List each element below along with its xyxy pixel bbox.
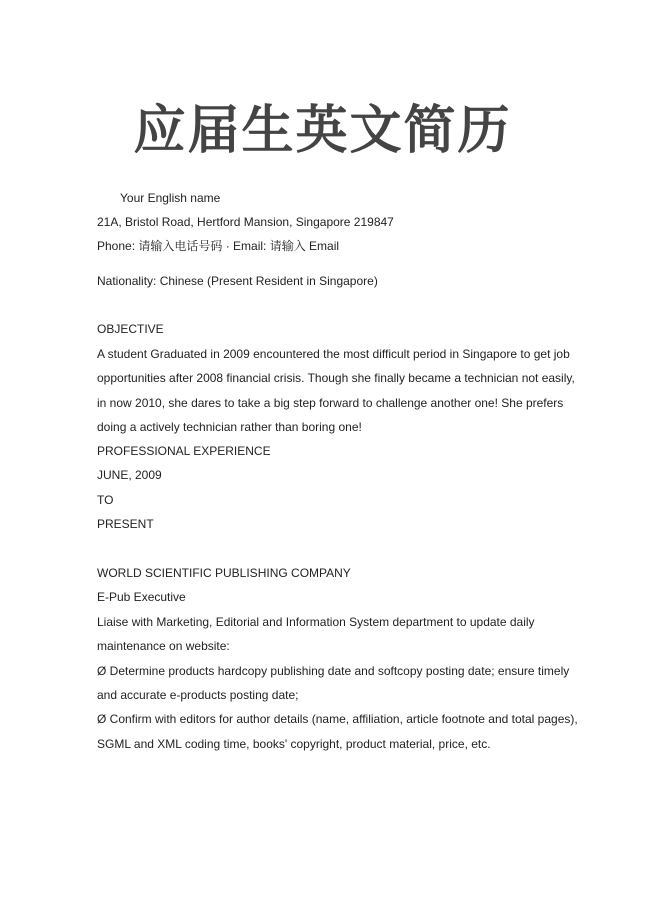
objective-line: A student Graduated in 2009 encountered the most difficult period in Singapore to get job (97, 347, 570, 361)
objective-heading: OBJECTIVE (97, 322, 164, 336)
page-title: 应届生英文简历 (133, 101, 512, 161)
experience-line: Liaise with Marketing, Editorial and Information System department to update daily (97, 615, 535, 629)
experience-line: Ø Confirm with editors for author details (name, affiliation, article footnote and total pages), (97, 712, 578, 726)
contact-line: Phone: 请输入电话号码 · Email: 请输入 Email (97, 239, 340, 253)
job-role: E-Pub Executive (97, 590, 186, 604)
nationality: Nationality: Chinese (Present Resident in Singapore) (97, 274, 378, 288)
english-name: Your English name (120, 191, 221, 205)
date-to: TO (97, 493, 114, 507)
date-start: JUNE, 2009 (97, 468, 162, 482)
experience-line: maintenance on website: (97, 639, 230, 653)
experience-line: Ø Determine products hardcopy publishing date and softcopy posting date; ensure timely (97, 664, 570, 678)
experience-line: SGML and XML coding time, books' copyright, product material, price, etc. (97, 737, 491, 751)
experience-line: and accurate e-products posting date; (97, 688, 299, 702)
objective-line: doing a actively technician rather than boring one! (97, 420, 362, 434)
experience-heading: PROFESSIONAL EXPERIENCE (97, 444, 271, 458)
date-end: PRESENT (97, 517, 154, 531)
objective-line: in now 2010, she dares to take a big step forward to challenge another one! She prefers (97, 396, 564, 410)
address: 21A, Bristol Road, Hertford Mansion, Singapore 219847 (97, 215, 394, 229)
company-name: WORLD SCIENTIFIC PUBLISHING COMPANY (97, 566, 351, 580)
objective-line: opportunities after 2008 financial crisis. Though she finally became a technician not easily, (97, 371, 575, 385)
